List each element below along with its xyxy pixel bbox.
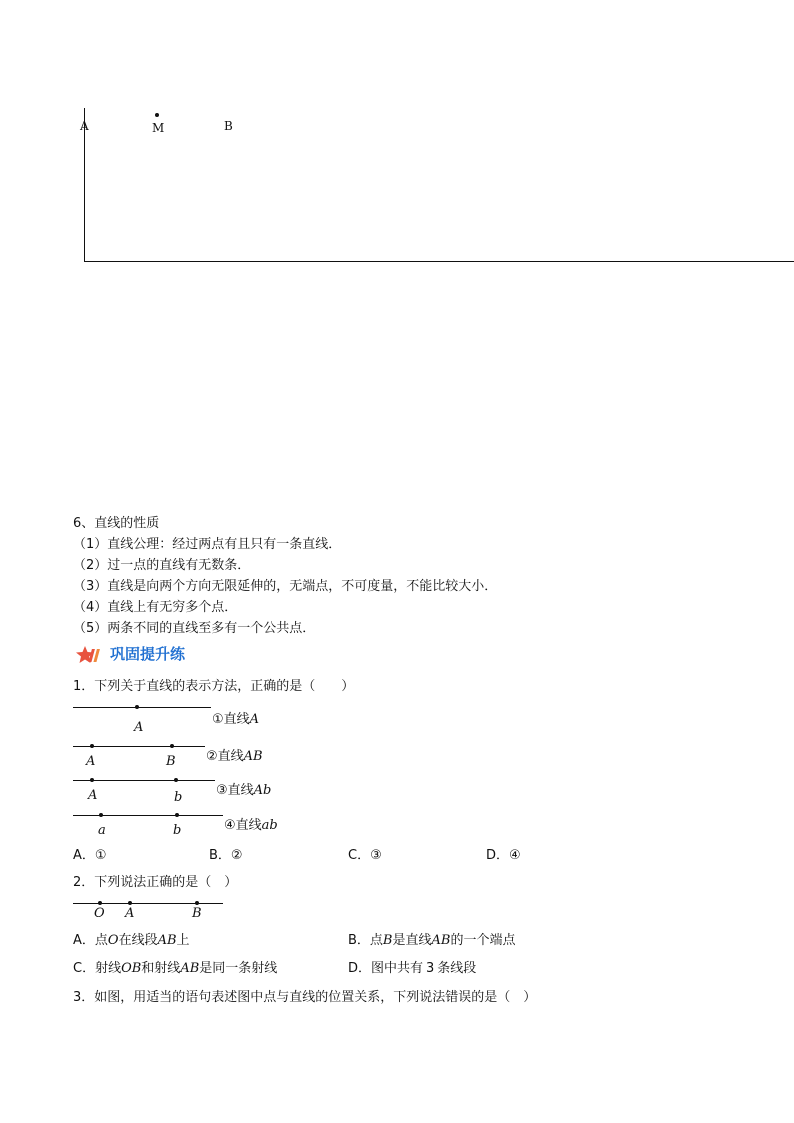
q2-opt-c-p1: C．射线 [73,961,122,976]
q1-fig3-label-a: A [88,788,98,803]
q2-opt-a-v2: AB [157,933,177,948]
star-icon [76,645,104,665]
q1-fig4-dot-a [99,813,103,817]
label-m: M [152,121,165,135]
property-item-1: （1）直线公理：经过两点有且只有一条直线． [73,537,342,552]
q1-fig4-caption-prefix: ④直线 [224,818,262,833]
q2-option-b[interactable] [348,934,515,947]
q1-fig3-line [73,780,215,781]
properties-title: 6、直线的性质 [73,516,160,531]
q1-fig2-caption [206,750,263,763]
q1-fig2-label-a: A [86,754,96,769]
property-item-2: （2）过一点的直线有无数条． [73,558,251,573]
q1-fig2-label-b: B [166,754,176,769]
point-m-dot [155,113,159,117]
q2-opt-c-p2: 和射线 [141,961,181,976]
q1-fig3-dot-b [174,778,178,782]
q1-option-d[interactable]: D．④ [486,848,521,863]
question-2-stem: 2．下列说法正确的是（ ） [73,875,238,890]
horizontal-axis-line [84,261,794,262]
q1-fig4-line [73,815,223,816]
q1-option-a[interactable]: A．① [73,848,107,863]
section-heading-text: 巩固提升练 [110,645,186,663]
q2-fig-label-b: B [192,906,202,921]
q2-opt-c-v1: OB [121,961,142,976]
q1-fig2-dot-a [90,744,94,748]
q2-opt-d-p2: 条线段 [437,961,477,976]
question-1-stem: 1．下列关于直线的表示方法，正确的是（ ） [73,679,355,694]
q2-opt-b-v2: AB [431,933,451,948]
q1-fig1-label-a: A [134,720,144,735]
q2-fig-dot-o [98,901,102,905]
q2-opt-d-p1: D．图中共有 [348,961,424,976]
q2-fig-label-a: A [125,906,135,921]
q1-fig3-caption-var: Ab [253,783,272,798]
q1-fig2-dot-b [170,744,174,748]
q2-fig-dot-a [128,901,132,905]
q1-fig1-caption-var: A [249,712,260,727]
property-item-4: （4）直线上有无穷多个点． [73,600,238,615]
q1-fig1-caption-prefix: ①直线 [212,712,250,727]
property-item-3: （3）直线是向两个方向无限延伸的，无端点，不可度量，不能比较大小． [73,579,498,594]
q1-fig3-dot-a [90,778,94,782]
q2-opt-a-p2: 在线段 [118,933,158,948]
q2-opt-d-v1: 3 [426,961,435,976]
q2-opt-c-p3: 是同一条射线 [199,961,278,976]
q1-fig3-caption-prefix: ③直线 [216,783,254,798]
q1-fig3-label-b: b [174,790,183,805]
q2-opt-b-v1: B [382,933,393,948]
q1-fig2-caption-prefix: ②直线 [206,749,244,764]
q1-fig4-label-a: a [98,823,106,838]
q1-fig1-line [73,707,211,708]
q2-opt-a-p3: 上 [176,933,190,948]
q2-opt-a-v1: O [107,933,119,948]
q1-fig4-label-b: b [173,823,182,838]
q1-fig2-caption-var: AB [243,749,263,764]
q1-option-c[interactable]: C．③ [348,848,382,863]
q2-opt-a-p1: A．点 [73,933,108,948]
q1-option-b[interactable]: B．② [209,848,243,863]
q2-opt-b-p2: 是直线 [392,933,432,948]
q2-opt-b-p3: 的一个端点 [450,933,516,948]
q2-option-a[interactable] [73,934,190,947]
q2-opt-b-p1: B．点 [348,933,383,948]
q1-fig1-caption [212,713,259,726]
q1-fig4-dot-b [175,813,179,817]
label-a: A [80,119,89,133]
q1-fig4-caption-var: ab [261,818,278,833]
q2-fig-line [73,903,223,904]
q2-option-c[interactable] [73,962,277,975]
q1-fig4-caption [224,819,278,832]
q2-fig-dot-b [195,901,199,905]
label-b: B [224,119,233,133]
q1-fig3-caption [216,784,271,797]
q1-fig1-dot-a [135,705,139,709]
q2-opt-c-v2: AB [180,961,200,976]
q2-fig-label-o: O [94,906,105,921]
question-3-stem: 3．如图，用适当的语句表述图中点与直线的位置关系，下列说法错误的是（ ） [73,990,537,1005]
q2-option-d[interactable] [348,962,476,975]
property-item-5: （5）两条不同的直线至多有一个公共点． [73,621,316,636]
